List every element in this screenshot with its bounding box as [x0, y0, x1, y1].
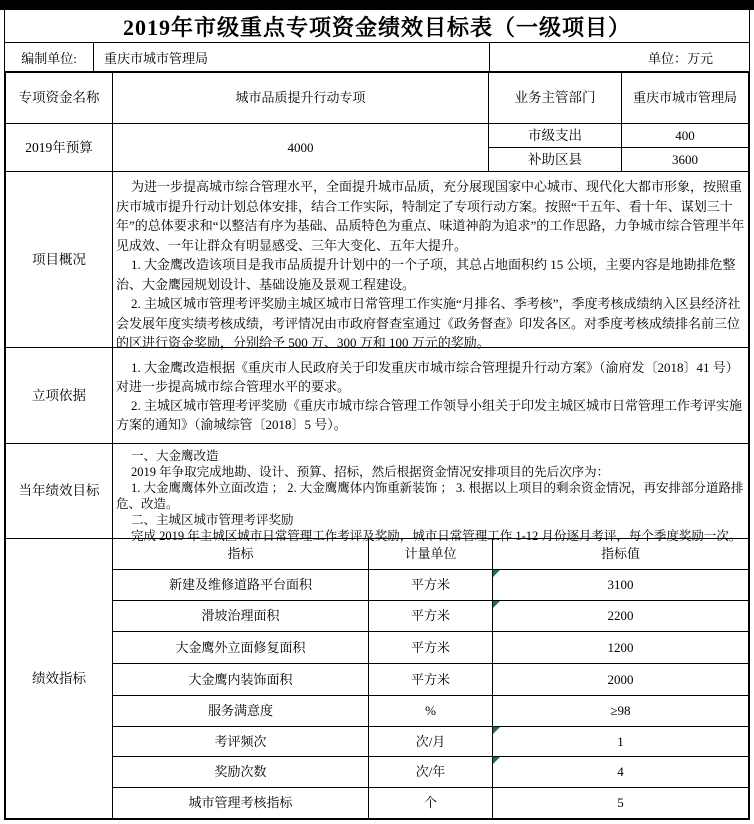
basis-paragraph: 2. 主城区城市管理考评奖励《重庆市城市综合管理工作领导小组关于印发主城区城市日常管理工作考评实施方案的通知》（渝城综管〔2018〕5 号）。 — [116, 397, 743, 432]
prepared-by-label: 编制单位: — [5, 43, 94, 71]
indicator-unit: 平方米 — [369, 601, 493, 632]
indicator-value-text: 2200 — [607, 608, 634, 623]
cell-flag-icon — [493, 601, 500, 608]
indicator-name: 新建及维修道路平台面积 — [113, 570, 369, 601]
indicator-value-text: 3100 — [607, 577, 634, 592]
overview-paragraph: 2. 主城区城市管理考评奖励主城区城市日常管理工作实施“月排名、季考核”，季度考核成绩纳入区县经济社会发展年度实绩考核成绩，考评情况由市政府督查室通过《政务督查》印发各区。对季度考核成绩排名前三位的区进行资金奖励，分别给予 500 万、300 万和 100 万元的奖励。 — [116, 296, 741, 350]
main-table — [4, 71, 750, 820]
indicator-value-text: 5 — [617, 795, 624, 810]
indicator-name: 大金鹰外立面修复面积 — [113, 632, 369, 664]
indicator-value — [493, 788, 748, 818]
city-expense-value: 400 — [622, 124, 748, 148]
meta-row — [4, 43, 750, 71]
indicator-unit: 个 — [369, 788, 493, 818]
indicator-value — [493, 570, 748, 601]
basis-paragraph: 1. 大金鹰改造根据《重庆市人民政府关于印发重庆市城市综合管理提升行动方案》（渝府发〔2018〕41 号）对进一步提高城市综合管理水平的要求。 — [116, 359, 739, 394]
indicator-value-text: 1200 — [607, 639, 634, 655]
indicator-unit: 次/年 — [369, 757, 493, 788]
cell-flag-icon — [493, 570, 500, 577]
page-title: 2019年市级重点专项资金绩效目标表（一级项目） — [122, 14, 631, 40]
goals-paragraph: 1. 大金鹰鹰体外立面改造 ； 2. 大金鹰鹰体内饰重新装饰 ； 3. 根据以上项目的剩余资金情况，再安排部分道路排危、改造。 — [116, 481, 744, 511]
overview-label: 项目概况 — [6, 172, 113, 348]
dept-label: 业务主管部门 — [489, 73, 622, 124]
indicator-unit: 平方米 — [369, 632, 493, 664]
goals-label: 当年绩效目标 — [6, 444, 113, 539]
indicator-header-name: 指标 — [113, 539, 369, 570]
unit-note: 单位：万元 — [647, 50, 713, 66]
indicator-value — [493, 601, 748, 632]
budget-label: 2019年预算 — [6, 124, 113, 172]
indicator-name: 大金鹰内装饰面积 — [113, 664, 369, 696]
overview-paragraph: 为进一步提高城市综合管理水平，全面提升城市品质，充分展现国家中心城市、现代化大都市形象，按照重庆市城市提升行动计划总体安排，结合工作实际，特制定了专项行动方案。按照“干五年、看十年、谋划三十年”的总体要求和“以整洁有序为基础、品质特色为重点、味道神韵为追求”的工作思路，力争城市综合管理半年见成效、一年让群众有明显感受、三年大变化、五年大提升。 — [116, 179, 745, 253]
top-black-bar — [0, 0, 754, 10]
overview-paragraph: 1. 大金鹰改造该项目是我市品质提升计划中的一个子项，其总占地面积约 15 公顷，主要内容是地勘排危整治、大金鹰园规划设计、基础设施及景观工程建设。 — [116, 257, 736, 292]
city-expense-label: 市级支出 — [489, 124, 622, 148]
budget-value: 4000 — [113, 124, 489, 172]
title-block — [4, 10, 750, 43]
indicator-name: 滑坡治理面积 — [113, 601, 369, 632]
indicator-header-unit: 计量单位 — [369, 539, 493, 570]
indicator-name: 考评频次 — [113, 727, 369, 757]
fund-name-value: 城市品质提升行动专项 — [113, 73, 489, 124]
indicator-value-text: 4 — [617, 764, 624, 779]
indicator-unit: 平方米 — [369, 664, 493, 696]
basis-content — [113, 348, 748, 444]
indicator-value-text: 1 — [617, 733, 624, 749]
goals-paragraph: 完成 2019 年主城区城市日常管理工作考评及奖励，城市日常管理工作 1-12 月份逐月考评，每个季度奖励一次。 — [131, 529, 742, 543]
prepared-by-value: 重庆市城市管理局 — [94, 43, 490, 71]
indicator-unit: % — [369, 696, 493, 727]
indicator-value-text: 2000 — [607, 671, 634, 687]
cell-flag-icon — [493, 757, 500, 764]
indicator-value — [493, 632, 748, 664]
overview-content — [113, 172, 748, 348]
indicator-unit: 次/月 — [369, 727, 493, 757]
indicators-label: 绩效指标 — [6, 539, 113, 818]
indicator-value-text: ≥98 — [610, 703, 631, 718]
goals-paragraph: 二、主城区城市管理考评奖励 — [131, 513, 294, 527]
subsidy-value: 3600 — [622, 148, 748, 172]
indicator-name: 奖励次数 — [113, 757, 369, 788]
goals-paragraph: 2019 年争取完成地勘、设计、预算、招标，然后根据资金情况安排项目的先后次序为： — [131, 465, 610, 479]
indicator-value — [493, 727, 748, 757]
indicator-name: 城市管理考核指标 — [113, 788, 369, 818]
dept-value: 重庆市城市管理局 — [622, 73, 748, 124]
indicator-name: 服务满意度 — [113, 696, 369, 727]
goals-paragraph: 一、大金鹰改造 — [131, 449, 219, 463]
indicator-value — [493, 696, 748, 727]
basis-label: 立项依据 — [6, 348, 113, 444]
cell-flag-icon — [493, 727, 500, 734]
subsidy-label: 补助区县 — [489, 148, 622, 172]
indicator-unit: 平方米 — [369, 570, 493, 601]
indicator-value — [493, 757, 748, 788]
indicator-header-value: 指标值 — [493, 539, 748, 570]
goals-content — [113, 444, 748, 543]
fund-name-label: 专项资金名称 — [6, 73, 113, 124]
indicator-value — [493, 664, 748, 696]
